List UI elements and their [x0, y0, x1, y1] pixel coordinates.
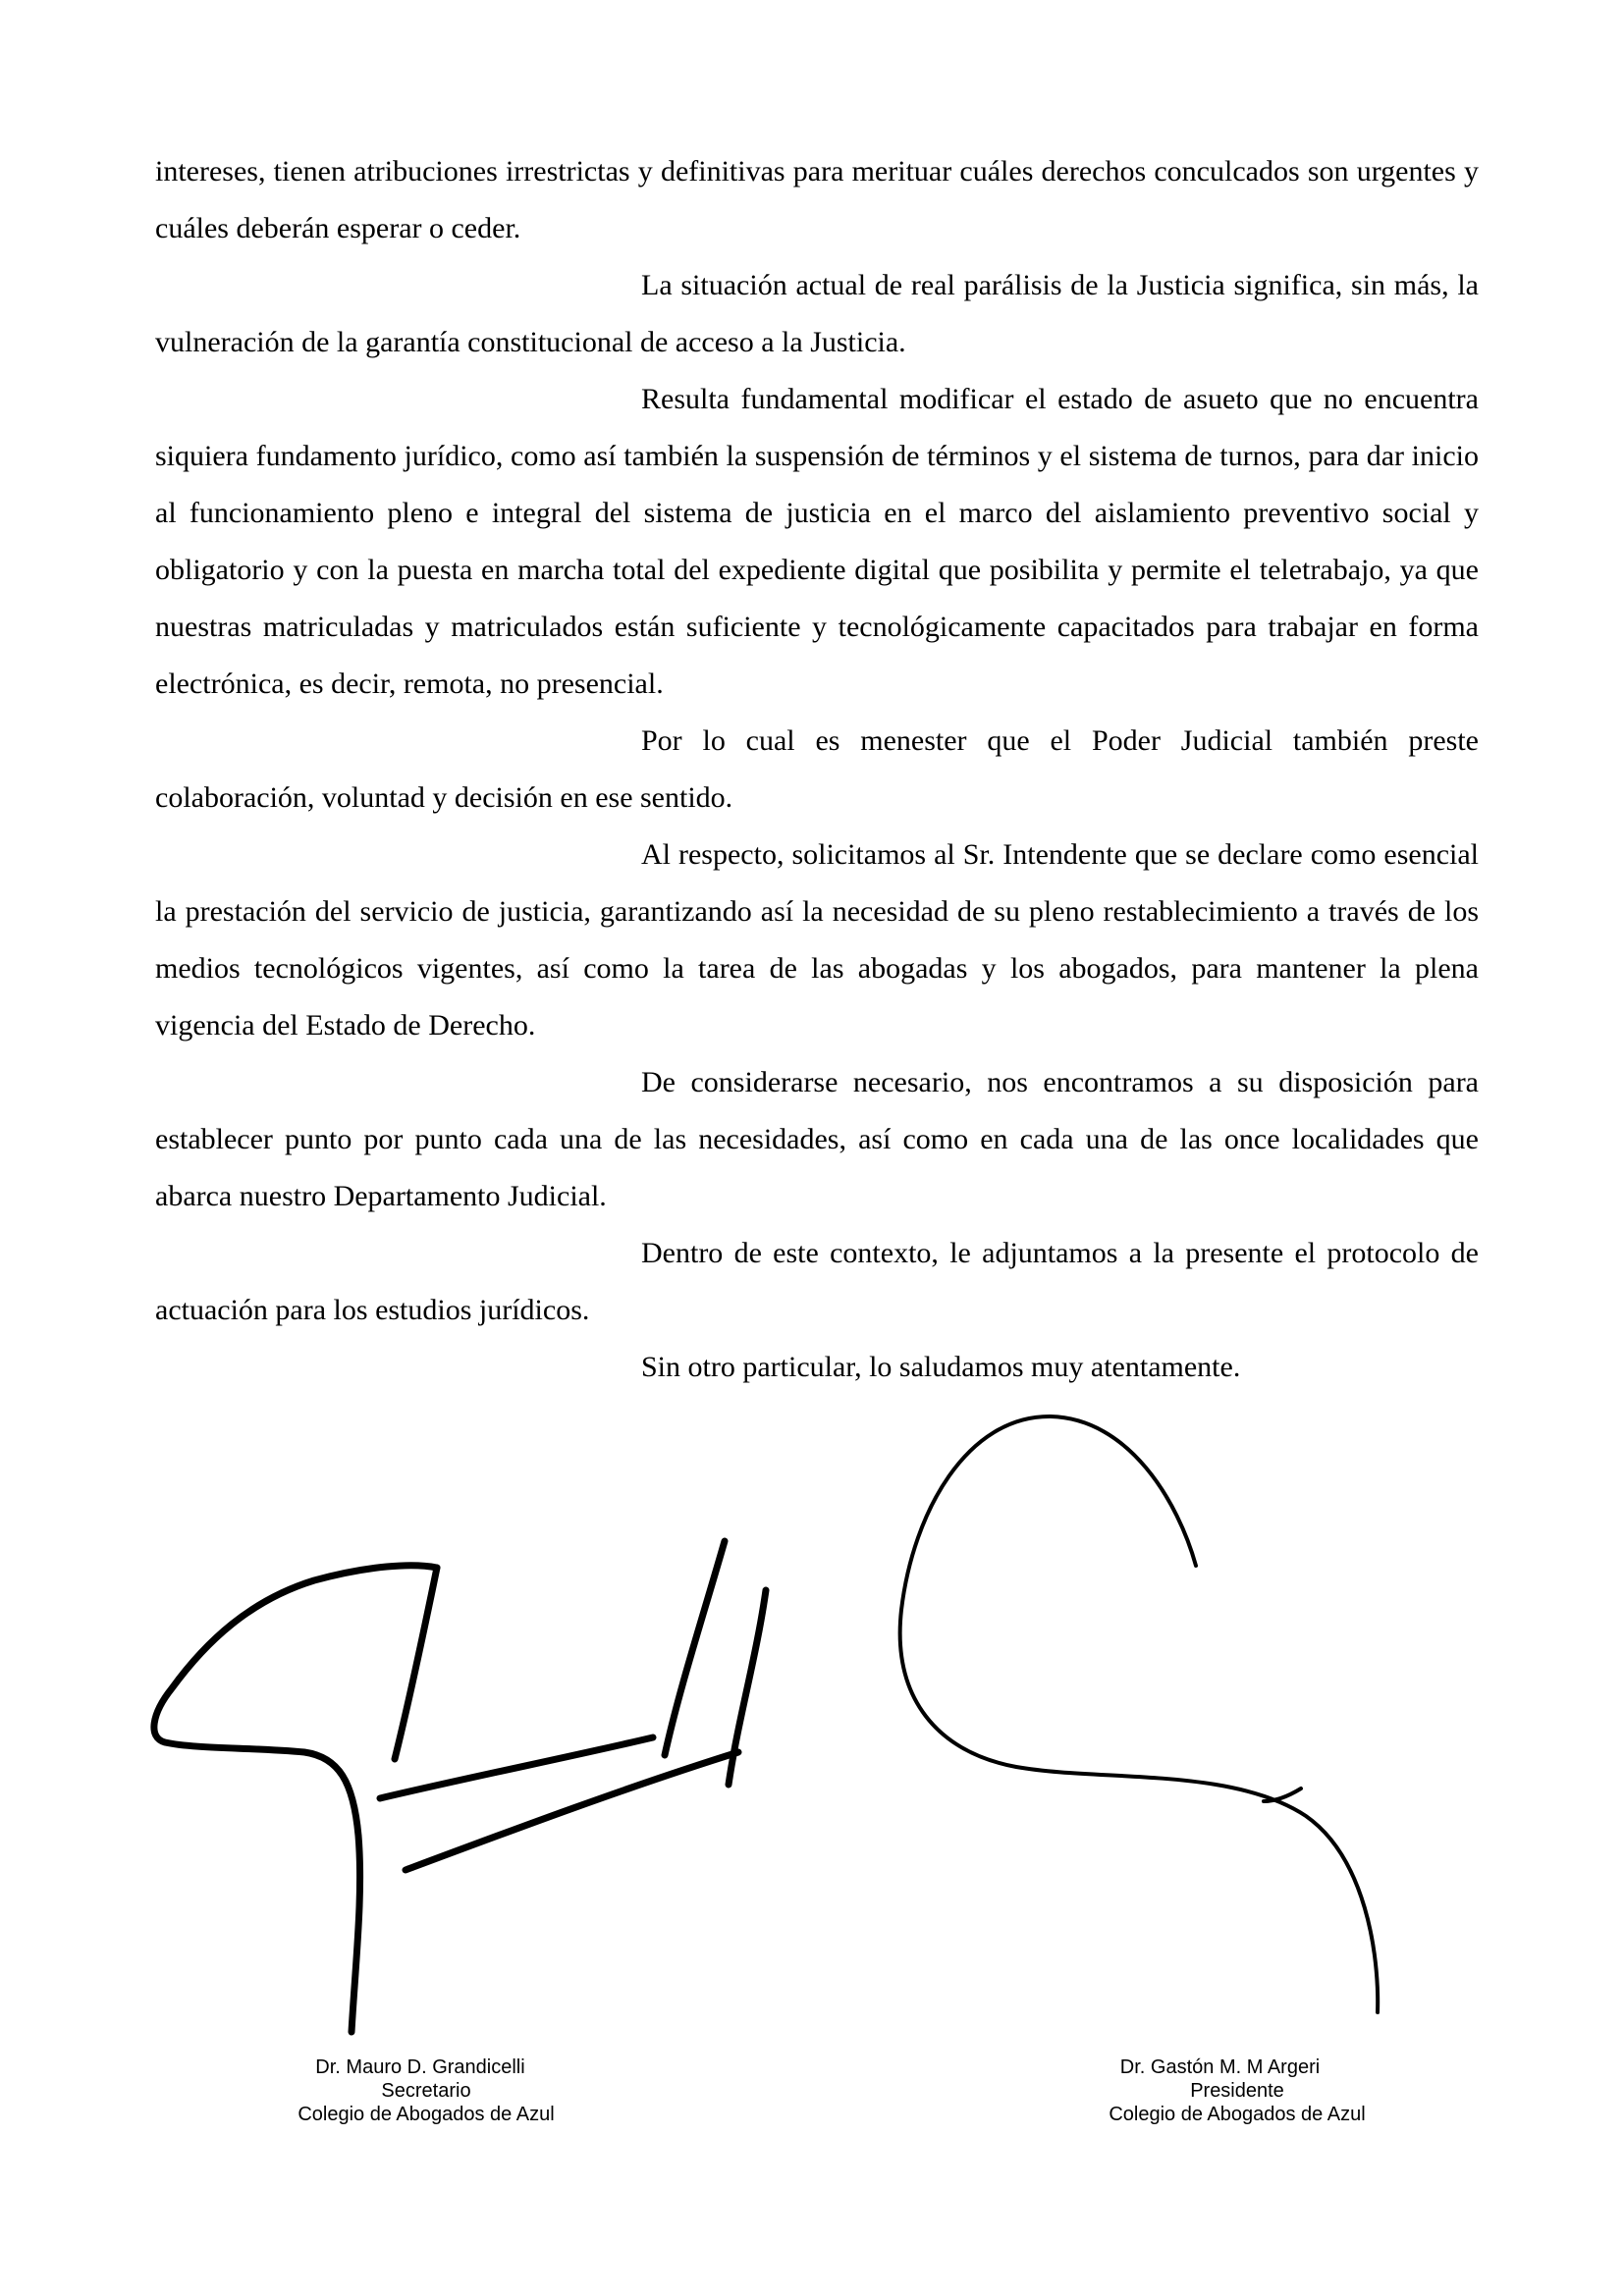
- signer-name: Dr. Gastón M. M Argeri: [1119, 2056, 1321, 2078]
- signature-left: [154, 1541, 766, 2032]
- signature-block-left: [259, 2056, 593, 2126]
- paragraph-2: La situación actual de real parálisis de la Justicia significa, sin más, la vulneración de la garantía constitucional de acceso a la Justicia.: [155, 269, 1479, 358]
- signature-right: [900, 1416, 1379, 2012]
- paragraph-4: Por lo cual es menester que el Poder Judicial también preste colaboración, voluntad y decisión en ese sentido.: [155, 724, 1479, 814]
- closing-line: Sin otro particular, lo saludamos muy atentamente.: [641, 1351, 1241, 1383]
- paragraph-7: Dentro de este contexto, le adjuntamos a la presente el protocolo de actuación para los estudios jurídicos.: [155, 1237, 1479, 1326]
- paragraph-1: intereses, tienen atribuciones irrestrictas y definitivas para merituar cuáles derechos conculcados son urgentes y cuáles deberán esperar o ceder.: [155, 155, 1479, 244]
- paragraph-5: Al respecto, solicitamos al Sr. Intendente que se declare como esencial la prestación del servicio de justicia, garantizando así la necesidad de su pleno restablecimiento a través de los medios tecnológicos vigentes, así como la tarea de las abogadas y los abogados, para mantener la plena vigencia del Estado de Derecho.: [155, 838, 1479, 1041]
- signer-organization: Colegio de Abogados de Azul: [298, 2104, 555, 2125]
- paragraph-3: Resulta fundamental modificar el estado de asueto que no encuentra siquiera fundamento jurídico, como así también la suspensión de términos y el sistema de turnos, para dar inicio al funcionamiento pleno e integral del sistema de justicia en el marco del aislamiento preventivo social y obligatorio y con la puesta en marcha total del expediente digital que posibilita y permite el teletrabajo, ya que nuestras matriculadas y matriculados están suficiente y tecnológicamente capacitados para trabajar en forma electrónica, es decir, remota, no presencial.: [155, 383, 1479, 700]
- signature-block-right: [1070, 2056, 1404, 2126]
- signer-role: Presidente: [1190, 2080, 1284, 2102]
- signer-role: Secretario: [381, 2080, 471, 2102]
- paragraph-6: De considerarse necesario, nos encontramos a su disposición para establecer punto por punto cada una de las necesidades, así como en cada una de las once localidades que abarca nuestro Departamento Judicial.: [155, 1066, 1479, 1212]
- signer-organization: Colegio de Abogados de Azul: [1109, 2104, 1366, 2125]
- signer-name: Dr. Mauro D. Grandicelli: [315, 2056, 525, 2078]
